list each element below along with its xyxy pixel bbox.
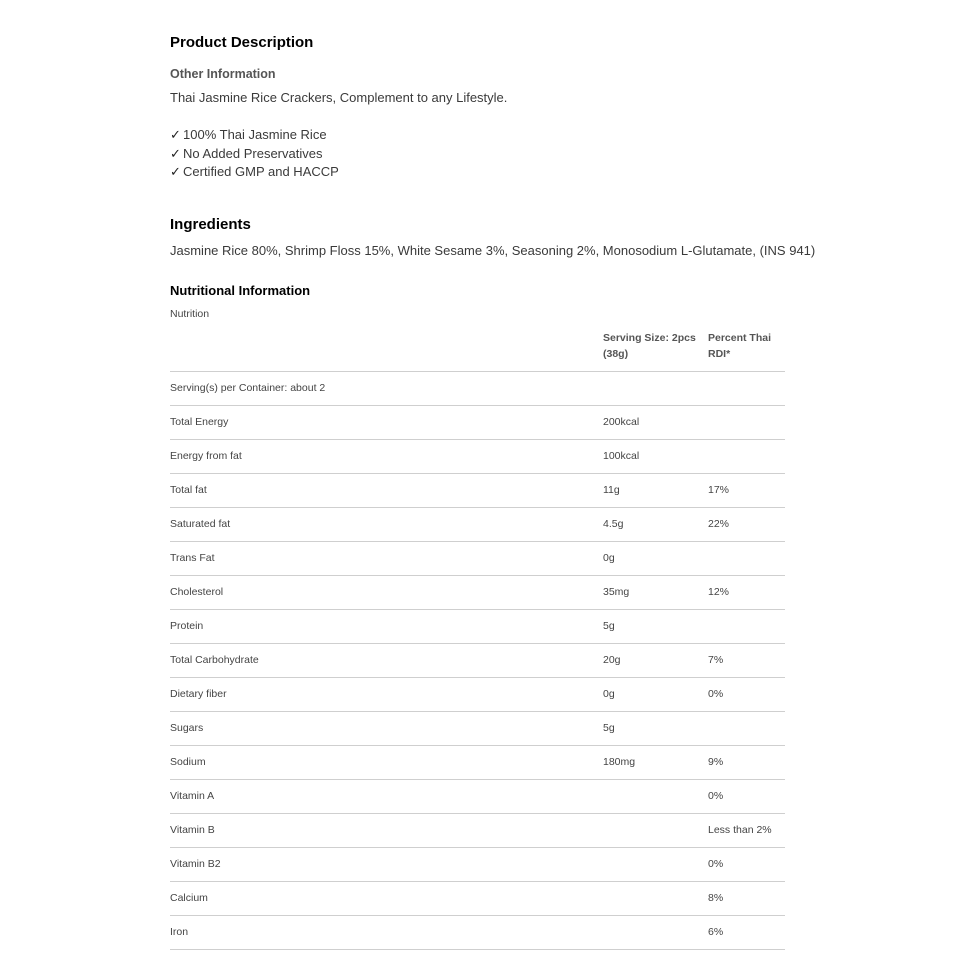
serving-amount: [603, 371, 708, 405]
checkmark-icon: ✓: [170, 145, 181, 161]
percent-rdi: 12%: [708, 575, 785, 609]
page-content: [170, 33, 830, 950]
percent-rdi: [708, 371, 785, 405]
percent-rdi: [708, 405, 785, 439]
nutrient-name: Sodium: [170, 745, 603, 779]
table-row: [170, 881, 785, 915]
serving-amount: 100kcal: [603, 439, 708, 473]
serving-amount: 0g: [603, 677, 708, 711]
percent-rdi: [708, 711, 785, 745]
table-row: [170, 371, 785, 405]
nutrient-name: Iron: [170, 915, 603, 949]
feature-list: [170, 126, 830, 182]
checkmark-icon: ✓: [170, 127, 181, 142]
feature-item: [170, 126, 830, 145]
serving-amount: [603, 915, 708, 949]
table-row: [170, 643, 785, 677]
percent-rdi: [708, 439, 785, 473]
serving-size-column-header: Serving Size: 2pcs (38g): [603, 327, 708, 372]
nutrient-name: Vitamin A: [170, 779, 603, 813]
percent-rdi: Less than 2%: [708, 813, 785, 847]
feature-item: [170, 163, 830, 182]
nutritional-information-heading: Nutritional Information: [170, 282, 311, 298]
percent-rdi: 9%: [708, 745, 785, 779]
nutrient-name: Total Energy: [170, 405, 603, 439]
table-row: [170, 813, 785, 847]
table-row: [170, 847, 785, 881]
percent-rdi: 6%: [708, 915, 785, 949]
nutrient-name: Serving(s) per Container: about 2: [170, 371, 603, 405]
percent-rdi: 0%: [708, 677, 785, 711]
percent-rdi: [708, 609, 785, 643]
table-row: [170, 575, 785, 609]
serving-amount: 200kcal: [603, 405, 708, 439]
nutrient-name: Dietary fiber: [170, 677, 603, 711]
nutrient-name: Saturated fat: [170, 507, 603, 541]
feature-label: No Added Preservatives: [183, 145, 323, 161]
nutrient-name: Calcium: [170, 881, 603, 915]
nutrient-name: Trans Fat: [170, 541, 603, 575]
serving-amount: 11g: [603, 473, 708, 507]
table-row: [170, 439, 785, 473]
percent-rdi: 0%: [708, 847, 785, 881]
serving-amount: [603, 779, 708, 813]
table-row: [170, 745, 785, 779]
product-description-text: Thai Jasmine Rice Crackers, Complement to any Lifestyle.: [170, 90, 508, 105]
table-row: [170, 609, 785, 643]
table-row: [170, 711, 785, 745]
nutrient-name: Sugars: [170, 711, 603, 745]
serving-amount: [603, 847, 708, 881]
nutrient-name: Vitamin B2: [170, 847, 603, 881]
serving-amount: 20g: [603, 643, 708, 677]
table-row: [170, 507, 785, 541]
table-row: [170, 677, 785, 711]
nutrient-name: Vitamin B: [170, 813, 603, 847]
feature-label: Certified GMP and HACCP: [183, 164, 339, 179]
serving-amount: 4.5g: [603, 507, 708, 541]
nutrient-name: Total fat: [170, 473, 603, 507]
ingredients-heading: Ingredients: [170, 215, 251, 233]
product-description-heading: Product Description: [170, 34, 314, 51]
percent-rdi: 17%: [708, 473, 785, 507]
percent-rdi-column-header: Percent Thai RDI*: [708, 327, 785, 372]
serving-amount: 5g: [603, 609, 708, 643]
table-row: [170, 473, 785, 507]
percent-rdi: 8%: [708, 881, 785, 915]
table-row: [170, 915, 785, 949]
serving-amount: [603, 881, 708, 915]
serving-amount: 5g: [603, 711, 708, 745]
percent-rdi: 22%: [708, 507, 785, 541]
feature-item: [170, 145, 830, 164]
ingredients-text: Jasmine Rice 80%, Shrimp Floss 15%, White Sesame 3%, Seasoning 2%, Monosodium L-Glutamate, (INS 941): [170, 242, 816, 258]
nutrient-name: Total Carbohydrate: [170, 643, 603, 677]
checkmark-icon: ✓: [170, 164, 181, 179]
percent-rdi: 7%: [708, 643, 785, 677]
serving-amount: 180mg: [603, 745, 708, 779]
table-row: [170, 405, 785, 439]
nutrient-name: Cholesterol: [170, 575, 603, 609]
percent-rdi: 0%: [708, 779, 785, 813]
other-information-heading: Other Information: [170, 67, 276, 81]
serving-amount: [603, 813, 708, 847]
serving-amount: 35mg: [603, 575, 708, 609]
nutrient-name: Energy from fat: [170, 439, 603, 473]
nutrition-table-header-row: [170, 327, 785, 372]
feature-label: 100% Thai Jasmine Rice: [183, 127, 327, 142]
table-row: [170, 541, 785, 575]
nutrition-table: [170, 327, 785, 950]
serving-amount: 0g: [603, 541, 708, 575]
nutrition-table-caption: Nutrition: [170, 307, 210, 320]
nutrient-name: Protein: [170, 609, 603, 643]
percent-rdi: [708, 541, 785, 575]
table-row: [170, 779, 785, 813]
nutrient-column-header: [170, 327, 603, 372]
